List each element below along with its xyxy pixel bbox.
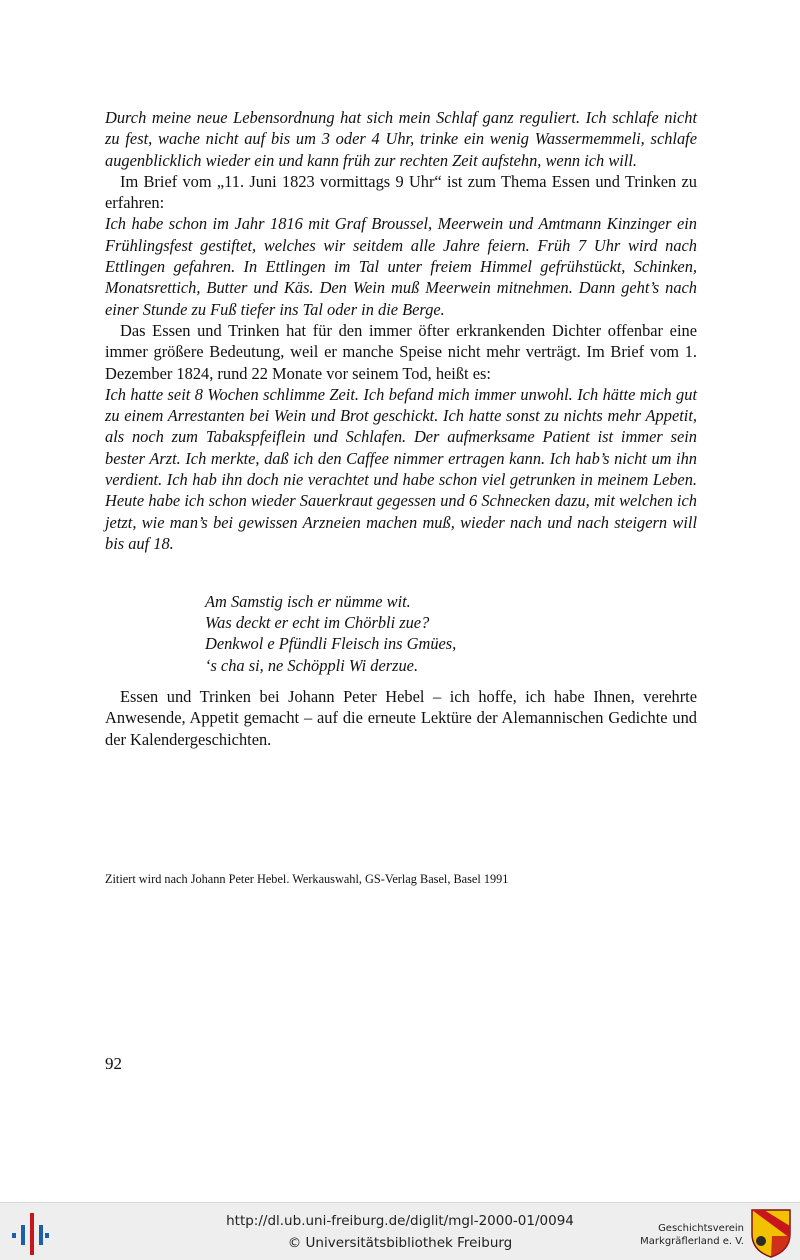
page-number: 92	[105, 1054, 122, 1073]
quote-paragraph: Durch meine neue Lebensordnung hat sich mein Schlaf ganz reguliert. Ich schlafe nicht zu fest, wache nicht auf bis um 3 oder 4 Uhr, trinke ein wenig Wassermemmeli, schlafe augenblicklich wieder ein und kann früh zur rechten Zeit aufstehn, wenn ich will.	[105, 108, 697, 170]
closing-paragraph: Essen und Trinken bei Johann Peter Hebel – ich hoffe, ich habe Ihnen, verehrte Anwesende, Appetit gemacht – auf die erneute Lektüre der Alemannischen Gedichte und der Kalendergeschichten.	[105, 687, 697, 749]
quote-paragraph: Ich habe schon im Jahr 1816 mit Graf Broussel, Meerwein und Amtmann Kinzinger ein Frühlingsfest gestiftet, welches wir seitdem alle Jahre feiern. Früh 7 Uhr wird nach Ettlingen gefahren. In Ettlingen im Tal unter freiem Himmel gefrühstückt, Schinken, Monatsrettich, Butter und Käs. Den Wein muß Meerwein mitnehmen. Dann geht’s nach einer Stunde zu Fuß tiefer ins Tal oder in die Berge.	[105, 214, 697, 319]
society-name	[640, 1223, 744, 1248]
document-url-link[interactable]: http://dl.ub.uni-freiburg.de/diglit/mgl-2000-01/0094	[226, 1213, 574, 1229]
poem-line: Denkwol e Pfündli Fleisch ins Gmües,	[205, 634, 457, 654]
footnote: Zitiert wird nach Johann Peter Hebel. Werkauswahl, GS-Verlag Basel, Basel 1991	[105, 872, 509, 886]
body-paragraph: Im Brief vom „11. Juni 1823 vormittags 9 Uhr“ ist zum Thema Essen und Trinken zu erfahren:	[105, 171, 697, 213]
poem	[205, 591, 797, 676]
society-name-line2: Markgräflerland e. V.	[640, 1235, 744, 1247]
quote-paragraph: Ich hatte seit 8 Wochen schlimme Zeit. Ich befand mich immer unwohl. Ich hätte mich gut zu einem Arrestanten bei Wein und Brot geschickt. Ich hatte sonst zu nichts mehr Appetit, als noch zum Tabakspfeiflein und Schlafen. Der aufmerksame Patient ist immer sein bester Arzt. Ich merkte, daß ich den Caffee nimmer ertragen kann. Ich hab’s nicht um ihn verdient. Ich hab ihn doch nie verachtet und habe schon viel getrunken in meinem Leben. Heute habe ich schon wieder Sauerkraut gegessen und 6 Schnecken dazu, mit welchen ich jetzt, wie man’s bei gewissen Arzneien machen muß, wieder nach und nach steigern will bis auf 18.	[105, 384, 697, 553]
society-name-line1: Geschichtsverein	[658, 1223, 744, 1234]
coat-of-arms-icon[interactable]	[750, 1208, 792, 1258]
poem-line: ‘s cha si, ne Schöppli Wi derzue.	[205, 655, 419, 675]
body-paragraph: Das Essen und Trinken hat für den immer öfter erkrankenden Dichter offenbar eine immer größere Bedeutung, weil er manche Speise nicht mehr verträgt. Im Brief vom 1. Dezember 1824, rund 22 Monate vor seinem Tod, heißt es:	[105, 320, 697, 383]
copyright-text: © Universitätsbibliothek Freiburg	[287, 1235, 513, 1251]
poem-line: Am Samstig isch er nümme wit.	[205, 592, 411, 611]
poem-line: Was deckt er echt im Chörbli zue?	[205, 613, 430, 633]
closing-text	[105, 686, 697, 750]
body-text	[105, 107, 697, 554]
viewer-footer	[0, 1202, 800, 1260]
